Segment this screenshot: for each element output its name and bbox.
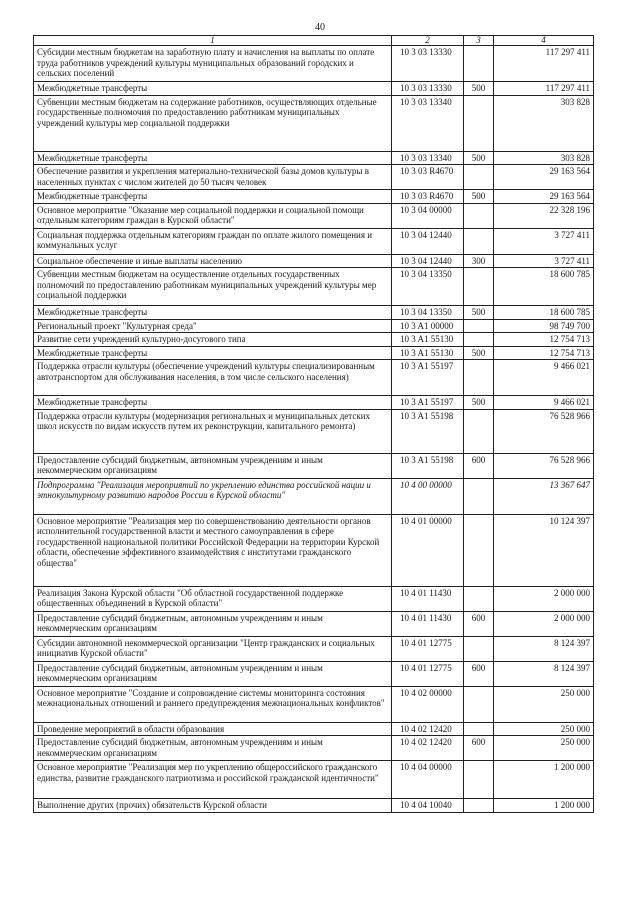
row-vr-cell xyxy=(464,761,494,799)
table-row xyxy=(34,586,594,611)
row-vr-cell: 500 xyxy=(464,151,494,165)
row-vr-cell: 500 xyxy=(464,82,494,96)
row-amount-cell: 2 000 000 xyxy=(494,611,594,636)
row-name-cell: Межбюджетные трансферты xyxy=(34,306,392,320)
table-row xyxy=(34,478,594,514)
row-vr-cell xyxy=(464,268,494,306)
row-code-cell: 10 3 A1 55130 xyxy=(392,346,464,360)
row-code-cell: 10 4 01 12775 xyxy=(392,636,464,661)
row-name-cell: Межбюджетные трансферты xyxy=(34,346,392,360)
row-name-cell: Региональный проект "Культурная среда" xyxy=(34,319,392,333)
row-amount-cell: 250 000 xyxy=(494,722,594,736)
row-name-cell: Субсидии автономной некоммерческой организации "Центр гражданских и социальных инициатив Курской области" xyxy=(34,636,392,661)
row-code-cell: 10 4 01 00000 xyxy=(392,514,464,586)
row-vr-cell xyxy=(464,165,494,190)
table-row xyxy=(34,333,594,347)
row-vr-cell: 300 xyxy=(464,254,494,268)
row-vr-cell xyxy=(464,636,494,661)
row-amount-cell: 8 124 397 xyxy=(494,661,594,686)
table-row xyxy=(34,346,594,360)
table-row xyxy=(34,319,594,333)
row-code-cell: 10 4 02 00000 xyxy=(392,686,464,722)
row-name-cell: Социальная поддержка отдельным категориям граждан по оплате жилого помещения и коммунальных услуг xyxy=(34,228,392,254)
row-name-cell: Субсидии местным бюджетам на заработную плату и начисления на выплаты по оплате труда работников учреждений культуры муниципальных образований городских и сельских поселений xyxy=(34,46,392,82)
row-amount-cell: 8 124 397 xyxy=(494,636,594,661)
row-name-cell: Основное мероприятие "Реализация мер по укреплению общероссийского гражданского единства, развитие гражданского патриотизма и российской гражданской идентичности" xyxy=(34,761,392,799)
table-row xyxy=(34,686,594,722)
row-amount-cell: 1 200 000 xyxy=(494,761,594,799)
row-vr-cell: 500 xyxy=(464,190,494,204)
table-row xyxy=(34,761,594,799)
row-amount-cell: 29 163 564 xyxy=(494,165,594,190)
row-code-cell: 10 3 A1 55198 xyxy=(392,409,464,453)
row-amount-cell: 18 600 785 xyxy=(494,306,594,320)
table-row xyxy=(34,396,594,410)
row-vr-cell xyxy=(464,46,494,82)
row-name-cell: Предоставление субсидий бюджетным, автономным учреждениям и иным некоммерческим организациям xyxy=(34,661,392,686)
row-amount-cell: 12 754 713 xyxy=(494,346,594,360)
row-amount-cell: 2 000 000 xyxy=(494,586,594,611)
row-vr-cell: 500 xyxy=(464,306,494,320)
row-code-cell: 10 3 04 12440 xyxy=(392,228,464,254)
row-vr-cell: 600 xyxy=(464,736,494,761)
row-name-cell: Обеспечение развития и укрепления материально-технической базы домов культуры в населенных пунктах с числом жителей до 50 тысяч человек xyxy=(34,165,392,190)
row-vr-cell xyxy=(464,360,494,396)
row-amount-cell: 3 727 411 xyxy=(494,228,594,254)
header-col-code: 2 xyxy=(392,36,464,46)
row-vr-cell: 500 xyxy=(464,346,494,360)
row-code-cell: 10 3 A1 00000 xyxy=(392,319,464,333)
row-amount-cell: 98 749 700 xyxy=(494,319,594,333)
row-code-cell: 10 3 A1 55197 xyxy=(392,360,464,396)
row-name-cell: Поддержка отрасли культуры (обеспечение учреждений культуры специализированным автотранспортом для обслуживания населения, в том числе сельского населения) xyxy=(34,360,392,396)
row-code-cell: 10 4 04 00000 xyxy=(392,761,464,799)
row-name-cell: Межбюджетные трансферты xyxy=(34,190,392,204)
table-row xyxy=(34,268,594,306)
table-body xyxy=(34,46,594,813)
row-name-cell: Развитие сети учреждений культурно-досугового типа xyxy=(34,333,392,347)
row-name-cell: Межбюджетные трансферты xyxy=(34,151,392,165)
row-vr-cell xyxy=(464,95,494,151)
table-row xyxy=(34,722,594,736)
row-name-cell: Предоставление субсидий бюджетным, автономным учреждениям и иным некоммерческим организациям xyxy=(34,736,392,761)
table-row xyxy=(34,228,594,254)
row-name-cell: Предоставление субсидий бюджетным, автономным учреждениям и иным некоммерческим организациям xyxy=(34,453,392,478)
row-amount-cell: 250 000 xyxy=(494,686,594,722)
table-row xyxy=(34,190,594,204)
budget-table xyxy=(33,35,594,813)
row-code-cell: 10 3 04 13350 xyxy=(392,268,464,306)
row-code-cell: 10 3 03 13340 xyxy=(392,95,464,151)
table-row xyxy=(34,799,594,813)
row-code-cell: 10 4 02 12420 xyxy=(392,722,464,736)
row-vr-cell xyxy=(464,333,494,347)
table-row xyxy=(34,409,594,453)
row-code-cell: 10 3 03 13330 xyxy=(392,82,464,96)
table-row xyxy=(34,636,594,661)
row-amount-cell: 9 466 021 xyxy=(494,360,594,396)
row-code-cell: 10 4 02 12420 xyxy=(392,736,464,761)
row-name-cell: Межбюджетные трансферты xyxy=(34,396,392,410)
table-row xyxy=(34,514,594,586)
row-vr-cell xyxy=(464,686,494,722)
row-amount-cell: 250 000 xyxy=(494,736,594,761)
row-code-cell: 10 3 03 13330 xyxy=(392,46,464,82)
row-vr-cell xyxy=(464,586,494,611)
row-vr-cell: 500 xyxy=(464,396,494,410)
row-vr-cell xyxy=(464,514,494,586)
header-col-vr: 3 xyxy=(464,36,494,46)
table-row xyxy=(34,736,594,761)
row-name-cell: Основное мероприятие "Реализация мер по совершенствованию деятельности органов исполнительной государственной власти и местного самоуправления в сфере государственной национальной политики Российской Федерации на территории Курской области, обеспечение эффективного взаимодействия с институтами гражданского общества" xyxy=(34,514,392,586)
table-row xyxy=(34,82,594,96)
row-name-cell: Проведение мероприятий в области образования xyxy=(34,722,392,736)
row-vr-cell: 600 xyxy=(464,661,494,686)
row-vr-cell: 600 xyxy=(464,611,494,636)
row-name-cell: Межбюджетные трансферты xyxy=(34,82,392,96)
header-col-name: 1 xyxy=(34,36,392,46)
row-amount-cell: 1 200 000 xyxy=(494,799,594,813)
row-code-cell: 10 3 03 13340 xyxy=(392,151,464,165)
row-name-cell: Реализация Закона Курской области "Об областной государственной поддержке общественных объединений в Курской области" xyxy=(34,586,392,611)
row-amount-cell: 29 163 564 xyxy=(494,190,594,204)
row-name-cell: Предоставление субсидий бюджетным, автономным учреждениям и иным некоммерческим организациям xyxy=(34,611,392,636)
table-row xyxy=(34,611,594,636)
table-row xyxy=(34,151,594,165)
row-code-cell: 10 3 03 R4670 xyxy=(392,165,464,190)
row-name-cell: Субвенции местным бюджетам на содержание работников, осуществляющих отдельные государственные полномочия по предоставлению работникам муниципальных учреждений культуры мер социальной поддержки xyxy=(34,95,392,151)
page-number: 40 xyxy=(315,22,325,33)
row-amount-cell: 76 528 966 xyxy=(494,409,594,453)
row-code-cell: 10 3 A1 55197 xyxy=(392,396,464,410)
row-vr-cell xyxy=(464,319,494,333)
budget-table-container xyxy=(33,35,593,813)
row-code-cell: 10 4 01 11430 xyxy=(392,611,464,636)
table-row xyxy=(34,661,594,686)
row-amount-cell: 9 466 021 xyxy=(494,396,594,410)
row-vr-cell: 600 xyxy=(464,453,494,478)
header-row xyxy=(34,36,594,46)
row-code-cell: 10 4 04 10040 xyxy=(392,799,464,813)
row-amount-cell: 18 600 785 xyxy=(494,268,594,306)
header-col-amount: 4 xyxy=(494,36,594,46)
row-vr-cell xyxy=(464,228,494,254)
table-row xyxy=(34,46,594,82)
row-amount-cell: 22 328 196 xyxy=(494,203,594,228)
row-name-cell: Выполнение других (прочих) обязательств Курской области xyxy=(34,799,392,813)
table-row xyxy=(34,95,594,151)
row-code-cell: 10 3 A1 55198 xyxy=(392,453,464,478)
table-row xyxy=(34,254,594,268)
row-code-cell: 10 3 03 R4670 xyxy=(392,190,464,204)
row-vr-cell xyxy=(464,409,494,453)
row-code-cell: 10 3 A1 55130 xyxy=(392,333,464,347)
row-vr-cell xyxy=(464,478,494,514)
row-code-cell: 10 4 00 00000 xyxy=(392,478,464,514)
row-code-cell: 10 4 01 11430 xyxy=(392,586,464,611)
row-amount-cell: 13 367 647 xyxy=(494,478,594,514)
table-row xyxy=(34,453,594,478)
row-code-cell: 10 3 04 13350 xyxy=(392,306,464,320)
table-row xyxy=(34,306,594,320)
row-name-cell: Основное мероприятие "Создание и сопровождение системы мониторинга состояния межнациональных отношений и раннего предупреждения межнациональных конфликтов" xyxy=(34,686,392,722)
row-amount-cell: 76 528 966 xyxy=(494,453,594,478)
row-amount-cell: 117 297 411 xyxy=(494,82,594,96)
row-name-cell: Основное мероприятие "Оказание мер социальной поддержки и социальной помощи отдельным категориям граждан в Курской области" xyxy=(34,203,392,228)
row-name-cell: Поддержка отрасли культуры (модернизация региональных и муниципальных детских школ искусств по видам искусств путем их реконструкции, капитального ремонта) xyxy=(34,409,392,453)
row-amount-cell: 10 124 397 xyxy=(494,514,594,586)
row-amount-cell: 117 297 411 xyxy=(494,46,594,82)
row-amount-cell: 303 828 xyxy=(494,95,594,151)
row-code-cell: 10 4 01 12775 xyxy=(392,661,464,686)
table-row xyxy=(34,203,594,228)
table-row xyxy=(34,165,594,190)
row-vr-cell xyxy=(464,799,494,813)
row-name-cell: Социальное обеспечение и иные выплаты населению xyxy=(34,254,392,268)
row-amount-cell: 12 754 713 xyxy=(494,333,594,347)
row-amount-cell: 3 727 411 xyxy=(494,254,594,268)
row-vr-cell xyxy=(464,203,494,228)
row-vr-cell xyxy=(464,722,494,736)
row-code-cell: 10 3 04 12440 xyxy=(392,254,464,268)
row-name-cell: Подпрограмма "Реализация мероприятий по укреплению единства российской нации и этнокультурному развитию народов России в Курской области" xyxy=(34,478,392,514)
row-code-cell: 10 3 04 00000 xyxy=(392,203,464,228)
row-amount-cell: 303 828 xyxy=(494,151,594,165)
row-name-cell: Субвенции местным бюджетам на осуществление отдельных государственных полномочий по предоставлению работникам муниципальных учреждений культуры мер социальной поддержки xyxy=(34,268,392,306)
table-row xyxy=(34,360,594,396)
